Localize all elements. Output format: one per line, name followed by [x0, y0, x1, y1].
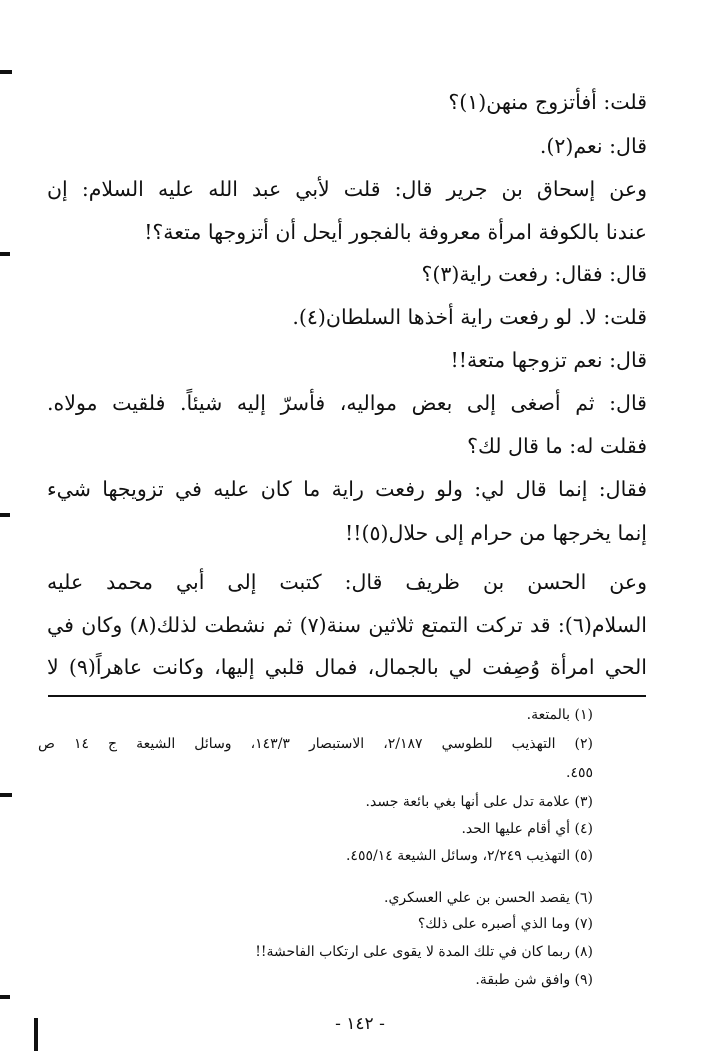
scan-edge-mark — [0, 995, 10, 999]
page-number: - ١٤٢ - — [335, 1014, 385, 1034]
scan-edge-mark — [34, 1018, 38, 1051]
footnote: (٥) التهذيب ٢/٢٤٩، وسائل الشيعة ٤٥٥/١٤. — [345, 848, 593, 864]
body-line: قلت: لا. لو رفعت راية أخذها السلطان(٤). — [292, 305, 647, 329]
body-line: وعن إسحاق بن جرير قال: قلت لأبي عبد الله عليه السلام: إن — [47, 177, 647, 201]
scan-edge-mark — [0, 252, 10, 256]
body-line: فقال: إنما قال لي: ولو رفعت راية ما كان عليه في تزويجها شيء — [47, 477, 647, 501]
scan-edge-mark — [0, 70, 12, 74]
body-line: وعن الحسن بن ظريف قال: كتبت إلى أبي محمد عليه — [47, 570, 647, 594]
footnote: (٨) ربما كان في تلك المدة لا يقوى على ارتكاب الفاحشة!! — [255, 944, 593, 960]
body-line: قلت: أفأتزوج منهن(١)؟ — [448, 90, 647, 114]
footnote: (٢) التهذيب للطوسي ٢/١٨٧، الاستبصار ١٤٣/٣، وسائل الشيعة ج ١٤ ص — [38, 736, 593, 752]
scan-edge-mark — [0, 513, 10, 517]
footnote: ٤٥٥. — [565, 765, 593, 781]
body-line: عندنا بالكوفة امرأة معروفة بالفجور أيحل أن أتزوجها متعة؟! — [144, 220, 647, 244]
body-line: الحي امرأة وُصِفت لي بالجمال، فمال قلبي إليها، وكانت عاهراً(٩) لا — [47, 655, 647, 679]
body-line: قال: نعم تزوجها متعة!! — [450, 348, 647, 372]
body-line: السلام(٦): قد تركت التمتع ثلاثين سنة(٧) ثم نشطت لذلك(٨) وكان في — [47, 613, 647, 637]
footnote: (١) بالمتعة. — [526, 707, 593, 723]
footnote: (٩) وافق شن طبقة. — [475, 972, 593, 988]
scan-edge-mark — [0, 793, 12, 797]
body-line: قال: نعم(٢). — [539, 134, 647, 158]
footnote: (٤) أي أقام عليها الحد. — [461, 821, 593, 837]
body-line: فقلت له: ما قال لك؟ — [467, 434, 647, 458]
footnote: (٣) علامة تدل على أنها بغي بائعة جسد. — [365, 794, 593, 810]
body-line: إنما يخرجها من حرام إلى حلال(٥)!! — [345, 521, 647, 545]
body-line: قال: ثم أصغى إلى بعض مواليه، فأسرّ إليه شيئاً. فلقيت مولاه. — [47, 391, 647, 415]
footnote: (٧) وما الذي أصبره على ذلك؟ — [417, 916, 593, 932]
footnote-separator — [48, 695, 646, 697]
footnote: (٦) يقصد الحسن بن علي العسكري. — [384, 890, 593, 906]
body-line: قال: فقال: رفعت راية(٣)؟ — [421, 262, 647, 286]
